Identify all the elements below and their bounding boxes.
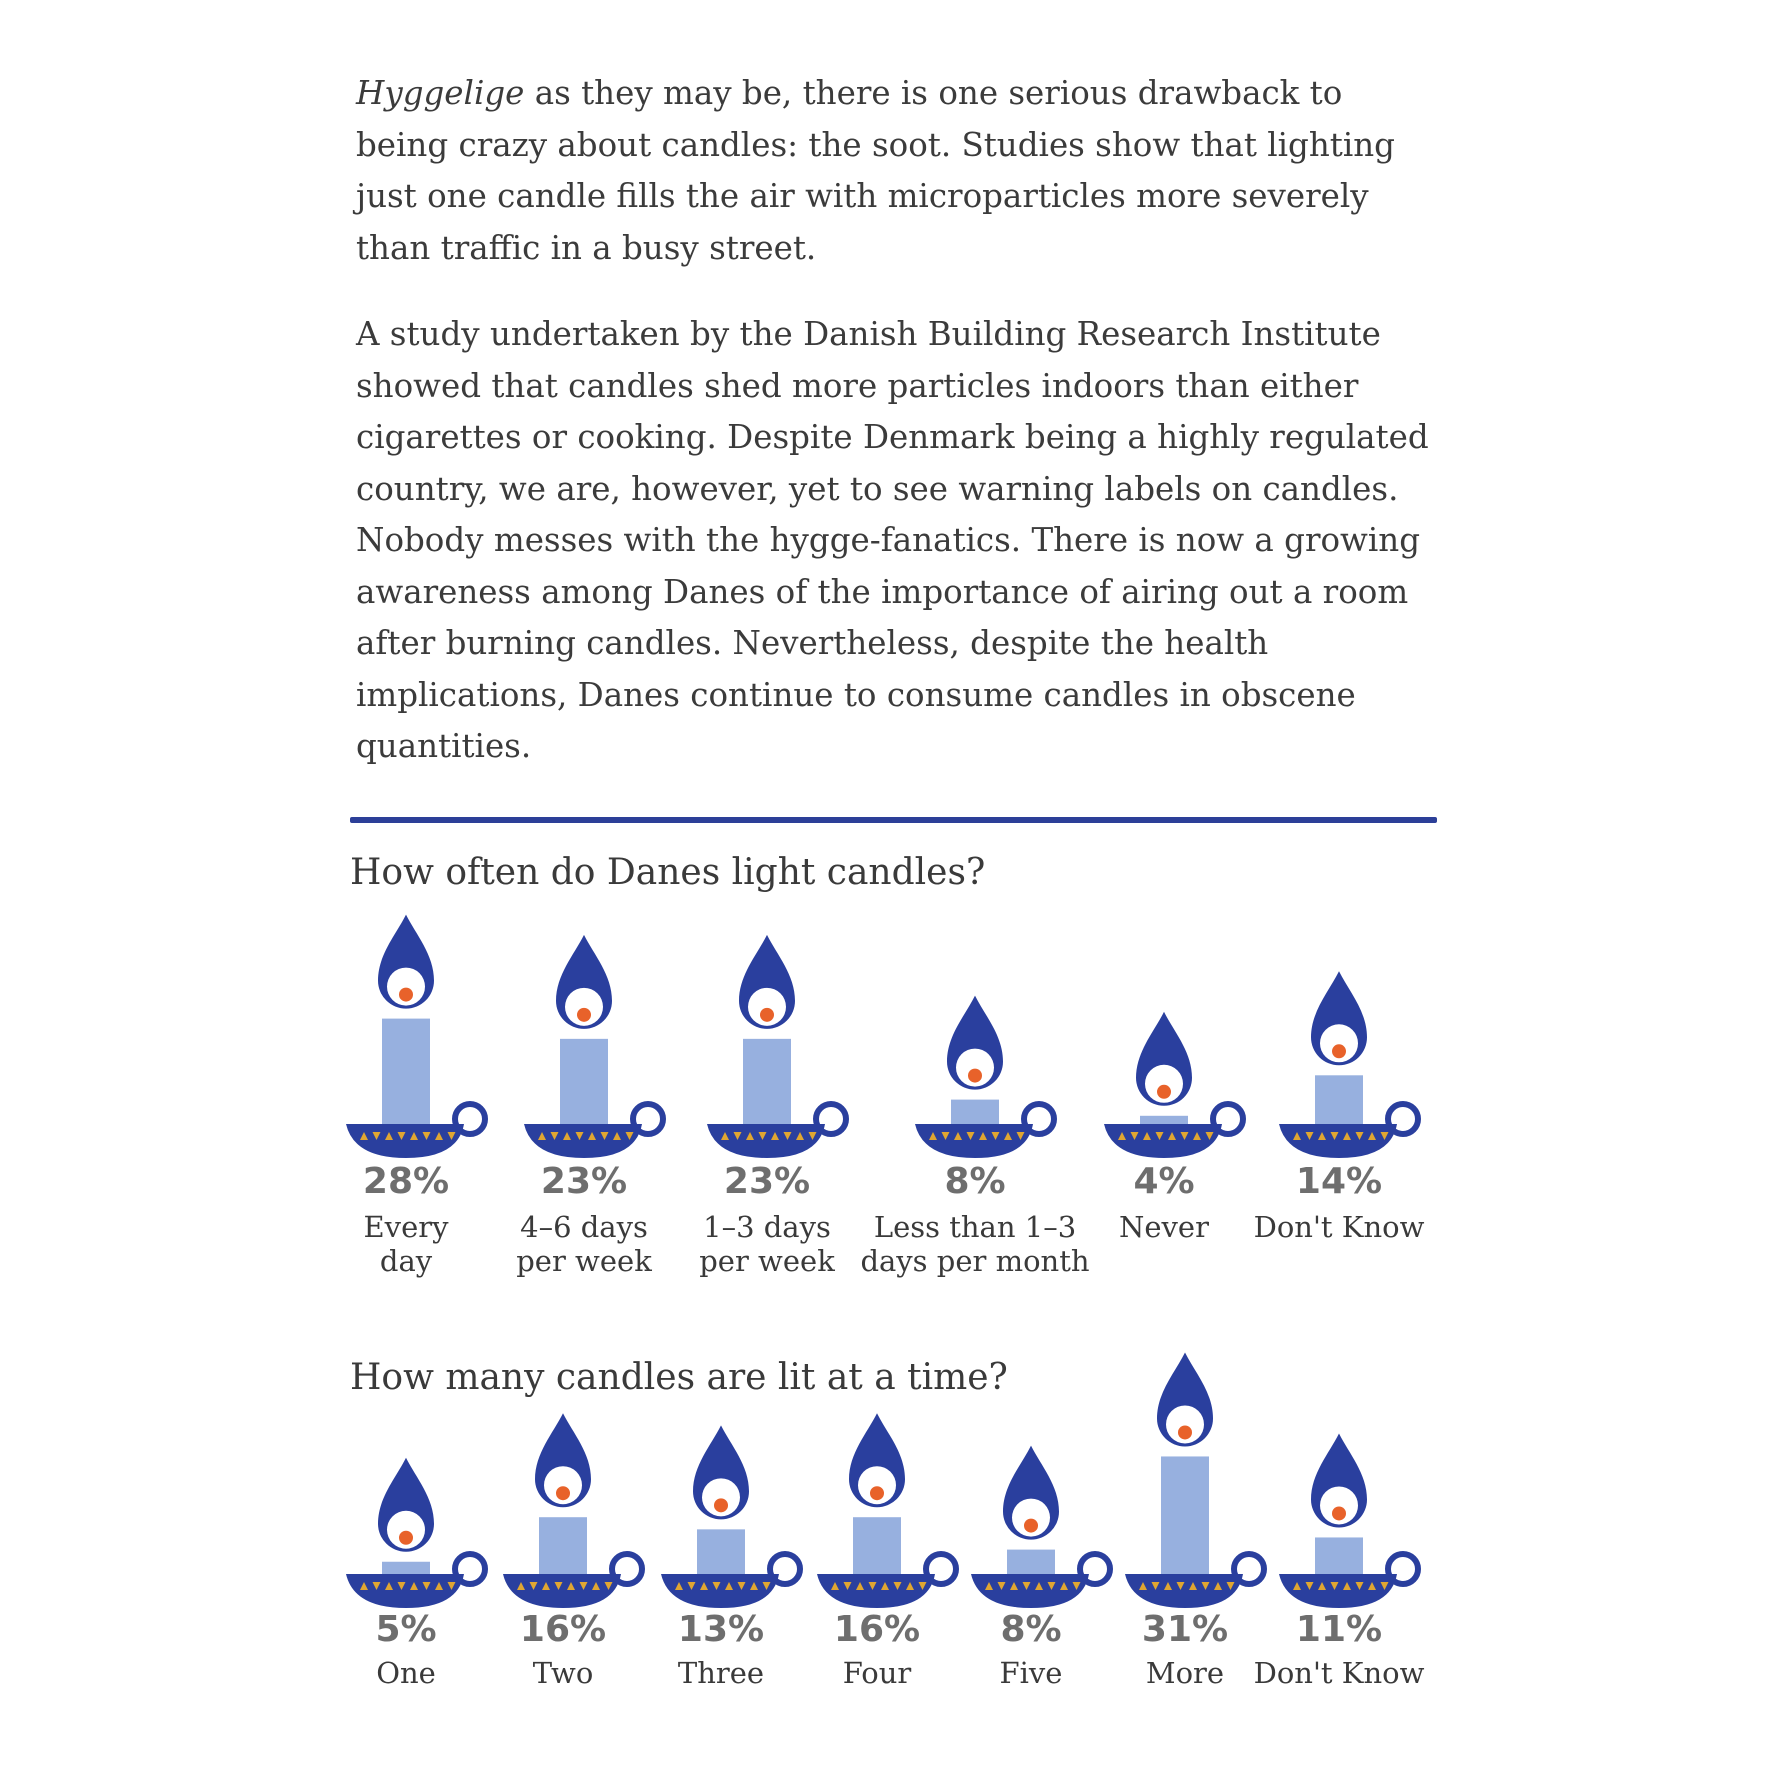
study-paragraph: A study undertaken by the Danish Building Research Institute showed that candles shed more particles indoors than either cigarettes or cooking. Despite Denmark being a highly regulated country, we are, however, yet to see warning labels on candles. Nobody messes with the hygge-fanatics. There is now a growing awareness among Danes of the importance of airing out a room after burning candles. Nevertheless, despite the health implications, Danes continue to consume candles in obscene quantities.	[356, 315, 1429, 765]
category-label: per week	[699, 1244, 835, 1278]
intro-paragraph-text: as they may be, there is one serious drawback to being crazy about candles: the soot. Studies show that lighting just one candle fills the air with microparticles more severely than traffic in a busy street.	[356, 74, 1395, 267]
hyggelige-word: Hyggelige	[356, 74, 525, 112]
value-label: 14%	[1295, 1161, 1383, 1202]
frequency-candle-chart	[0, 900, 1767, 1320]
category-label: Two	[532, 1656, 594, 1690]
section-divider	[350, 817, 1437, 823]
category-label: 1–3 days	[703, 1210, 831, 1244]
candle-dish	[346, 1124, 464, 1158]
category-label: Five	[999, 1656, 1063, 1690]
flame-dot	[714, 1498, 728, 1512]
flame-dot	[556, 1486, 570, 1500]
value-label: 31%	[1141, 1609, 1229, 1650]
flame-dot	[760, 1008, 774, 1022]
flame-dot	[1332, 1506, 1346, 1520]
category-label: Don't Know	[1253, 1656, 1425, 1690]
candle-dish	[817, 1574, 935, 1608]
candle-mark	[346, 1458, 485, 1608]
candle-mark	[1279, 1433, 1418, 1608]
candle-dish	[661, 1574, 779, 1608]
count-candle-chart	[0, 1360, 1767, 1760]
candle-mark	[1125, 1352, 1264, 1608]
category-label: days per month	[860, 1244, 1090, 1278]
candle-mark	[817, 1413, 956, 1608]
candle-mark	[661, 1425, 800, 1608]
category-label: 4–6 days	[520, 1210, 648, 1244]
flame-dot	[968, 1069, 982, 1083]
candle-bar	[539, 1517, 587, 1582]
category-label: Four	[842, 1656, 912, 1690]
chart-title-count: How many candles are lit at a time?	[350, 1357, 1008, 1398]
flame-dot	[870, 1486, 884, 1500]
candle-dish	[971, 1574, 1089, 1608]
candle-mark	[346, 915, 485, 1158]
candle-mark	[707, 935, 846, 1158]
candle-mark	[915, 996, 1054, 1158]
flame-dot	[399, 988, 413, 1002]
flame-dot	[1332, 1044, 1346, 1058]
candle-bar	[382, 1019, 430, 1132]
candle-dish	[524, 1124, 642, 1158]
value-label: 11%	[1295, 1609, 1383, 1650]
category-label: day	[379, 1244, 433, 1278]
category-label: per week	[516, 1244, 652, 1278]
value-label: 16%	[519, 1609, 607, 1650]
candle-dish	[707, 1124, 825, 1158]
category-label: Never	[1119, 1210, 1209, 1244]
candle-dish	[915, 1124, 1033, 1158]
candle-bar	[853, 1517, 901, 1582]
candle-mark	[503, 1413, 642, 1608]
candle-mark	[524, 935, 663, 1158]
flame-dot	[577, 1008, 591, 1022]
candle-dish	[1125, 1574, 1243, 1608]
value-label: 13%	[677, 1609, 765, 1650]
flame-dot	[1157, 1085, 1171, 1099]
category-label: One	[376, 1656, 436, 1690]
value-label: 23%	[540, 1161, 628, 1202]
candle-bar	[560, 1039, 608, 1132]
candle-mark	[971, 1446, 1110, 1608]
value-label: 16%	[833, 1609, 921, 1650]
value-label: 8%	[944, 1161, 1006, 1202]
category-label: Don't Know	[1253, 1210, 1425, 1244]
value-label: 4%	[1133, 1161, 1195, 1202]
value-label: 5%	[375, 1609, 437, 1650]
value-label: 23%	[723, 1161, 811, 1202]
candle-bar	[1161, 1456, 1209, 1582]
value-label: 8%	[1000, 1609, 1062, 1650]
flame-dot	[1178, 1425, 1192, 1439]
candle-mark	[1104, 1012, 1243, 1158]
flame-dot	[399, 1531, 413, 1545]
candle-mark	[1279, 971, 1418, 1158]
candle-dish	[503, 1574, 621, 1608]
intro-paragraph	[356, 68, 1436, 274]
candle-dish	[346, 1574, 464, 1608]
category-label: Three	[677, 1656, 765, 1690]
value-label: 28%	[362, 1161, 450, 1202]
candle-bar	[743, 1039, 791, 1132]
candle-bar	[1315, 1075, 1363, 1132]
category-label: Less than 1–3	[873, 1210, 1077, 1244]
category-label: Every	[363, 1210, 449, 1244]
candle-dish	[1279, 1574, 1397, 1608]
chart-title-frequency: How often do Danes light candles?	[350, 852, 986, 893]
candle-dish	[1279, 1124, 1397, 1158]
candle-dish	[1104, 1124, 1222, 1158]
category-label: More	[1145, 1656, 1225, 1690]
flame-dot	[1024, 1519, 1038, 1533]
